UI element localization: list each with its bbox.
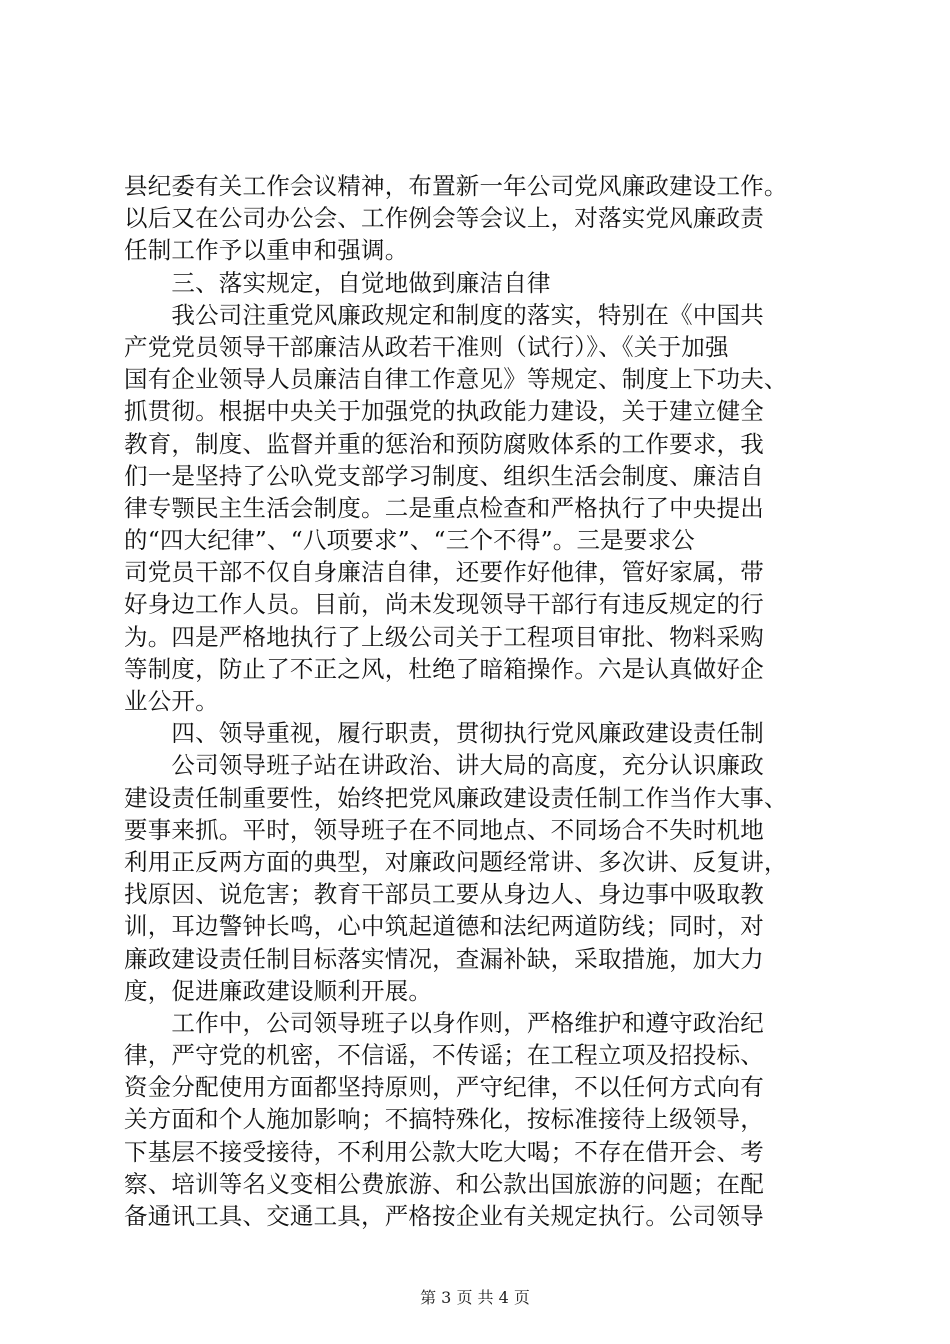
text-line: 律专颚民主生活会制度。二是重点检查和严格执行了中央提出 bbox=[124, 493, 764, 522]
text-line: 好身边工作人员。目前，尚未发现领导干部行有违反规定的行 bbox=[124, 590, 764, 619]
text-line: 备通讯工具、交通工具，严格按企业有关规定执行。公司领导 bbox=[124, 1202, 764, 1230]
text-line: 教育，制度、监督并重的惩治和预防腐败体系的工作要求，我 bbox=[124, 429, 764, 458]
text-line: 度，促进廉政建设顺利开展。 bbox=[124, 976, 433, 1005]
page-footer: 第 3 页 共 4 页 bbox=[420, 1288, 530, 1307]
text-line: 三、落实规定，自觉地做到廉洁自律 bbox=[124, 268, 551, 297]
body-text bbox=[124, 170, 836, 1232]
text-line: 廉政建设责任制目标落实情况，查漏补缺，采取措施，加大力 bbox=[124, 944, 764, 973]
text-line: 关方面和个人施加影响；不搞特殊化，按标准接待上级领导， bbox=[124, 1105, 764, 1134]
text-line: 训，耳边警钟长鸣，心中筑起道德和法纪两道防线；同时，对 bbox=[124, 912, 764, 941]
text-line: 四、领导重视，履行职责，贯彻执行党风廉政建设责任制 bbox=[124, 719, 764, 748]
text-line: 察、培训等名义变相公费旅游、和公款出国旅游的问题；在配 bbox=[124, 1169, 764, 1198]
text-line: 的“四大纪律”、“八项要求”、“三个不得”。三是要求公 bbox=[124, 526, 695, 555]
text-line: 产党党员领导干部廉洁从政若干准则（试行）》、《关于加强 bbox=[124, 332, 729, 361]
text-line: 国有企业领导人员廉洁自律工作意见》等规定、制度上下功夫、 bbox=[124, 365, 788, 394]
text-line: 们一是坚持了公叺党支部学习制度、组织生活会制度、廉洁自 bbox=[124, 461, 764, 490]
text-line: 律，严守党的机密，不信谣，不传谣；在工程立项及招投标、 bbox=[124, 1041, 764, 1070]
text-line: 等制度，防止了不正之风，杜绝了暗箱操作。六是认真做好企 bbox=[124, 654, 764, 683]
text-line: 司党员干部不仅自身廉洁自律，还要作好他律，管好家属，带 bbox=[124, 558, 764, 587]
text-line: 资金分配使用方面都坚持原则，严守纪律，不以任何方式向有 bbox=[124, 1073, 764, 1102]
text-line: 下基层不接受接待，不利用公款大吃大喝；不存在借开会、考 bbox=[124, 1137, 764, 1166]
text-line: 利用正反两方面的典型，对廉政问题经常讲、多次讲、反复讲， bbox=[124, 847, 788, 876]
text-line: 我公司注重党风廉政规定和制度的落实，特别在《中国共 bbox=[124, 300, 764, 329]
text-line: 县纪委有关工作会议精神，布置新一年公司党风廉政建设工作。 bbox=[124, 172, 788, 200]
text-line: 为。四是严格地执行了上级公司关于工程项目审批、物料采购 bbox=[124, 622, 764, 651]
text-line: 业公开。 bbox=[124, 687, 219, 715]
text-line: 任制工作予以重申和强调。 bbox=[124, 236, 409, 265]
text-line: 建设责任制重要性，始终把党风廉政建设责任制工作当作大事、 bbox=[124, 783, 788, 812]
text-line: 公司领导班子站在讲政治、讲大局的高度，充分认识廉政 bbox=[124, 751, 764, 780]
text-line: 要事来抓。平时，领导班子在不同地点、不同场合不失时机地 bbox=[124, 815, 764, 844]
text-line: 找原因、说危害；教育干部员工要从身边人、身边事中吸取教 bbox=[124, 880, 764, 909]
text-line: 抓贯彻。根据中央关于加强党的执政能力建设，关于建立健全 bbox=[124, 397, 764, 426]
text-line: 工作中，公司领导班子以身作则，严格维护和遵守政治纪 bbox=[124, 1008, 764, 1037]
text-line: 以后又在公司办公会、工作例会等会议上，对落实党风廉政责 bbox=[124, 204, 764, 233]
